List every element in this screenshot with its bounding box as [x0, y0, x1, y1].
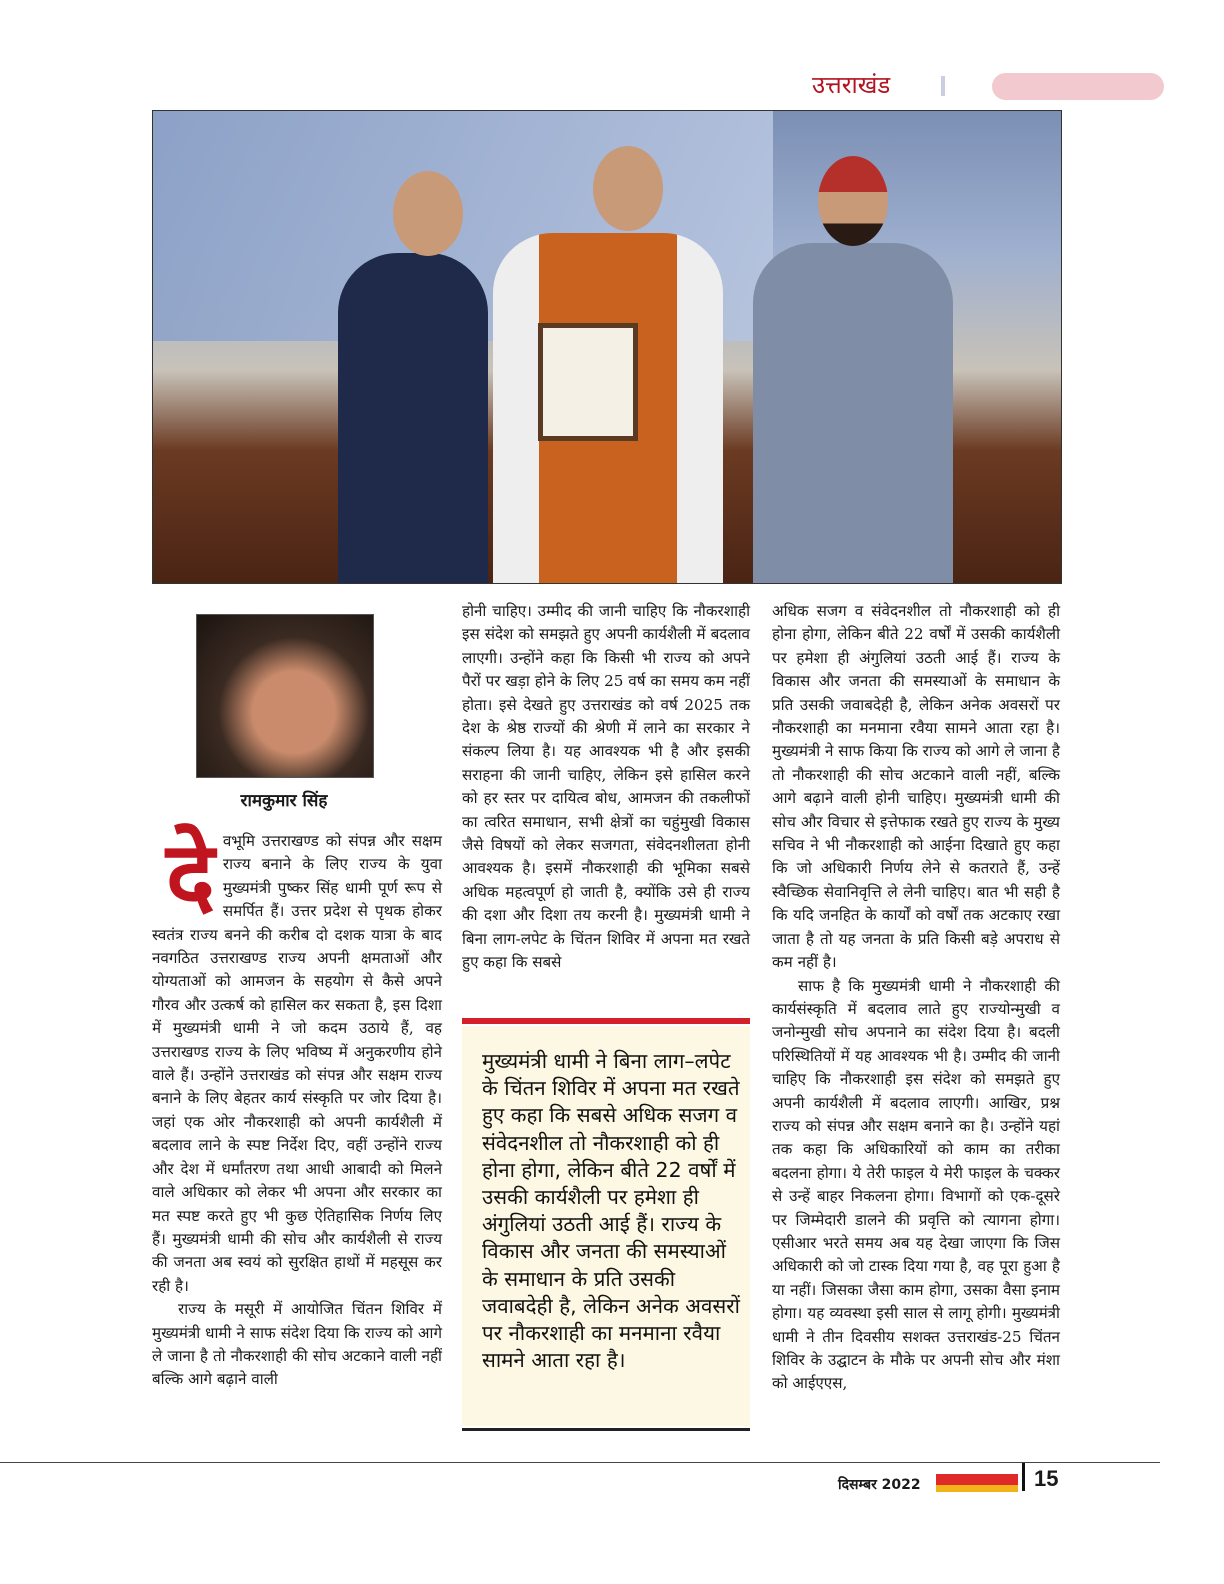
certificate-frame	[538, 323, 638, 441]
paragraph-text: वभूमि उत्तराखण्ड को संपन्न और सक्षम राज्य बनाने के लिए राज्य के युवा मुख्यमंत्री पुष्कर सिंह धामी पूर्ण रूप से समर्पित हैं। उत्तर प्रदेश से पृथक होकर स्वतंत्र राज्य बनने की करीब दो दशक यात्रा के बाद नवगठित उत्तराखण्ड राज्य अपनी क्षमताओं और योग्यताओं को आमजन के सहयोग से कैसे अपने गौरव और उत्कर्ष को हासिल कर सकता है, इस दिशा में मुख्यमंत्री धामी ने जो कदम उठाये हैं, वह उत्तराखण्ड राज्य के लिए भविष्य में अनुकरणीय होने वाले हैं। उन्होंने उत्तराखंड को संपन्न और सक्षम राज्य बनाने के लिए बेहतर कार्य संस्कृति पर जोर दिया है। जहां एक ओर नौकरशाही को अपनी कार्यशैली में बदलाव लाने के स्पष्ट निर्देश दिए, वहीं उन्होंने राज्य और देश में धर्मांतरण तथा आधी आबादी को मिलने वाले अधिकार को लेकर भी अपना और सरकार का मत स्पष्ट करते हुए भी कुछ ऐतिहासिक निर्णय लिए हैं। मुख्यमंत्री धामी की सोच और कार्यशैली से राज्य की जनता अब स्वयं को सुरक्षित हाथों में महसूस कर रही है।	[152, 832, 442, 1295]
article-paragraph	[152, 822, 442, 1298]
lead-photo	[152, 110, 1062, 584]
author-name: रामकुमार सिंह	[240, 791, 328, 811]
article-paragraph: राज्य के मसूरी में आयोजित चिंतन शिविर में मुख्यमंत्री धामी ने साफ संदेश दिया कि राज्य को आगे ले जाना है तो नौकरशाही की सोच अटकाने वाली नहीं बल्कि आगे बढ़ाने वाली	[152, 1300, 442, 1389]
pull-quote-bottom-rule	[462, 1428, 750, 1431]
person-right	[753, 243, 953, 583]
person-center-head	[593, 146, 663, 231]
article-paragraph: अधिक सजग व संवेदनशील तो नौकरशाही को ही होना होगा, लेकिन बीते 22 वर्षों में उसकी कार्यशैली पर हमेशा ही अंगुलियां उठती आई हैं। राज्य के विकास और जनता की समस्याओं के समाधान के प्रति उसकी जवाबदेही है, लेकिन अनेक अवसरों पर नौकरशाही का मनमाना रवैया सामने आता रहा है। मुख्यमंत्री ने साफ किया कि राज्य को आगे ले जाना है तो नौकरशाही की सोच अटकाने वाली नहीं, बल्कि आगे बढ़ाने वाली होनी चाहिए। मुख्यमंत्री धामी की सोच और विचार से इत्तेफाक रखते हुए राज्य के मुख्य सचिव ने भी नौकरशाही को आईना दिखाते हुए कहा कि जो अधिकारी निर्णय लेने से कतराते हैं, उन्हें स्वैच्छिक सेवानिवृत्ति ले लेनी चाहिए। बात भी सही है कि यदि जनहित के कार्यों को वर्षों तक अटकाए रखा जाता है तो यह जनता के प्रति किसी बड़े अपराध से कम नहीं है।	[772, 602, 1060, 972]
section-title: उत्तराखंड	[812, 71, 891, 99]
article-column-3	[772, 600, 1060, 1396]
person-left-head	[393, 171, 463, 256]
issue-date: दिसम्बर 2022	[838, 1477, 921, 1493]
drop-cap: दे	[166, 822, 215, 929]
article-paragraph: होनी चाहिए। उम्मीद की जानी चाहिए कि नौकरशाही इस संदेश को समझते हुए अपनी कार्यशैली में बदलाव लाएगी। उन्होंने कहा कि किसी भी राज्य को अपने पैरों पर खड़ा होने के लिए 25 वर्ष का समय कम नहीं होता। इसे देखते हुए उत्तराखंड को वर्ष 2025 तक देश के श्रेष्ठ राज्यों की श्रेणी में लाने का सरकार ने संकल्प लिया है। यह आवश्यक भी है और इसकी सराहना की जानी चाहिए, लेकिन इसे हासिल करने को हर स्तर पर दायित्व बोध, आमजन की तकलीफों का त्वरित समाधान, सभी क्षेत्रों का चहुंमुखी विकास जैसे विषयों को लेकर सजगता, संवेदनशीलता होनी आवश्यक है। इसमें नौकरशाही की भूमिका सबसे अधिक महत्वपूर्ण हो जाती है, क्योंकि उसे ही राज्य की दशा और दिशा तय करनी है। मुख्यमंत्री धामी ने बिना लाग-लपेट के चिंतन शिविर में अपना मत रखते हुए कहा कि सबसे	[462, 602, 750, 972]
author-photo	[196, 614, 374, 778]
person-left	[338, 253, 488, 583]
header-separator	[941, 76, 945, 96]
page-number: 15	[1034, 1466, 1059, 1491]
footer-divider	[0, 1462, 1160, 1463]
header-pill-decoration	[992, 73, 1164, 100]
pull-quote-text: मुख्यमंत्री धामी ने बिना लाग–लपेट के चिंतन शिविर में अपना मत रखते हुए कहा कि सबसे अधिक सजग व संवेदनशील तो नौकरशाही को ही होना होगा, लेकिन बीते 22 वर्षों में उसकी कार्यशैली पर हमेशा ही अंगुलियां उठती आई हैं। राज्य के विकास और जनता की समस्याओं के समाधान के प्रति उसकी जवाबदेही है, लेकिन अनेक अवसरों पर नौकरशाही का मनमाना रवैया सामने आता रहा है।	[482, 1049, 740, 1373]
article-paragraph: साफ है कि मुख्यमंत्री धामी ने नौकरशाही की कार्यसंस्कृति में बदलाव लाते हुए राज्योन्मुखी व जनोन्मुखी सोच अपनाने का संदेश दिया है। बदली परिस्थितियों में यह आवश्यक भी है। उम्मीद की जानी चाहिए कि नौकरशाही इस संदेश को समझते हुए अपनी कार्यशैली में बदलाव लाएगी। आखिर, प्रश्न राज्य को संपन्न और सक्षम बनाने का है। उन्होंने यहां तक कहा कि अधिकारियों को काम का तरीका बदलना होगा। ये तेरी फाइल ये मेरी फाइल के चक्कर से उन्हें बाहर निकलना होगा। विभागों को एक-दूसरे पर जिम्मेदारी डालने की प्रवृत्ति को त्यागना होगा। एसीआर भरते समय अब यह देखा जाएगा कि जिस अधिकारी को जो टास्क दिया गया है, वह पूरा हुआ है या नहीं। जिसका जैसा काम होगा, उसका वैसा इनाम होगा। यह व्यवस्था इसी साल से लागू होगी। मुख्यमंत्री धामी ने तीन दिवसीय सशक्त उत्तराखंड-25 चिंतन शिविर के उद्घाटन के मौके पर अपनी सोच और मंशा को आईएएस,	[772, 976, 1060, 1393]
footer-bar	[1022, 1463, 1025, 1491]
magazine-logo	[936, 1474, 1018, 1492]
article-column-1	[152, 822, 442, 1392]
person-right-head	[818, 156, 888, 246]
pull-quote-top-bar	[462, 1018, 750, 1024]
article-column-2	[462, 600, 750, 975]
